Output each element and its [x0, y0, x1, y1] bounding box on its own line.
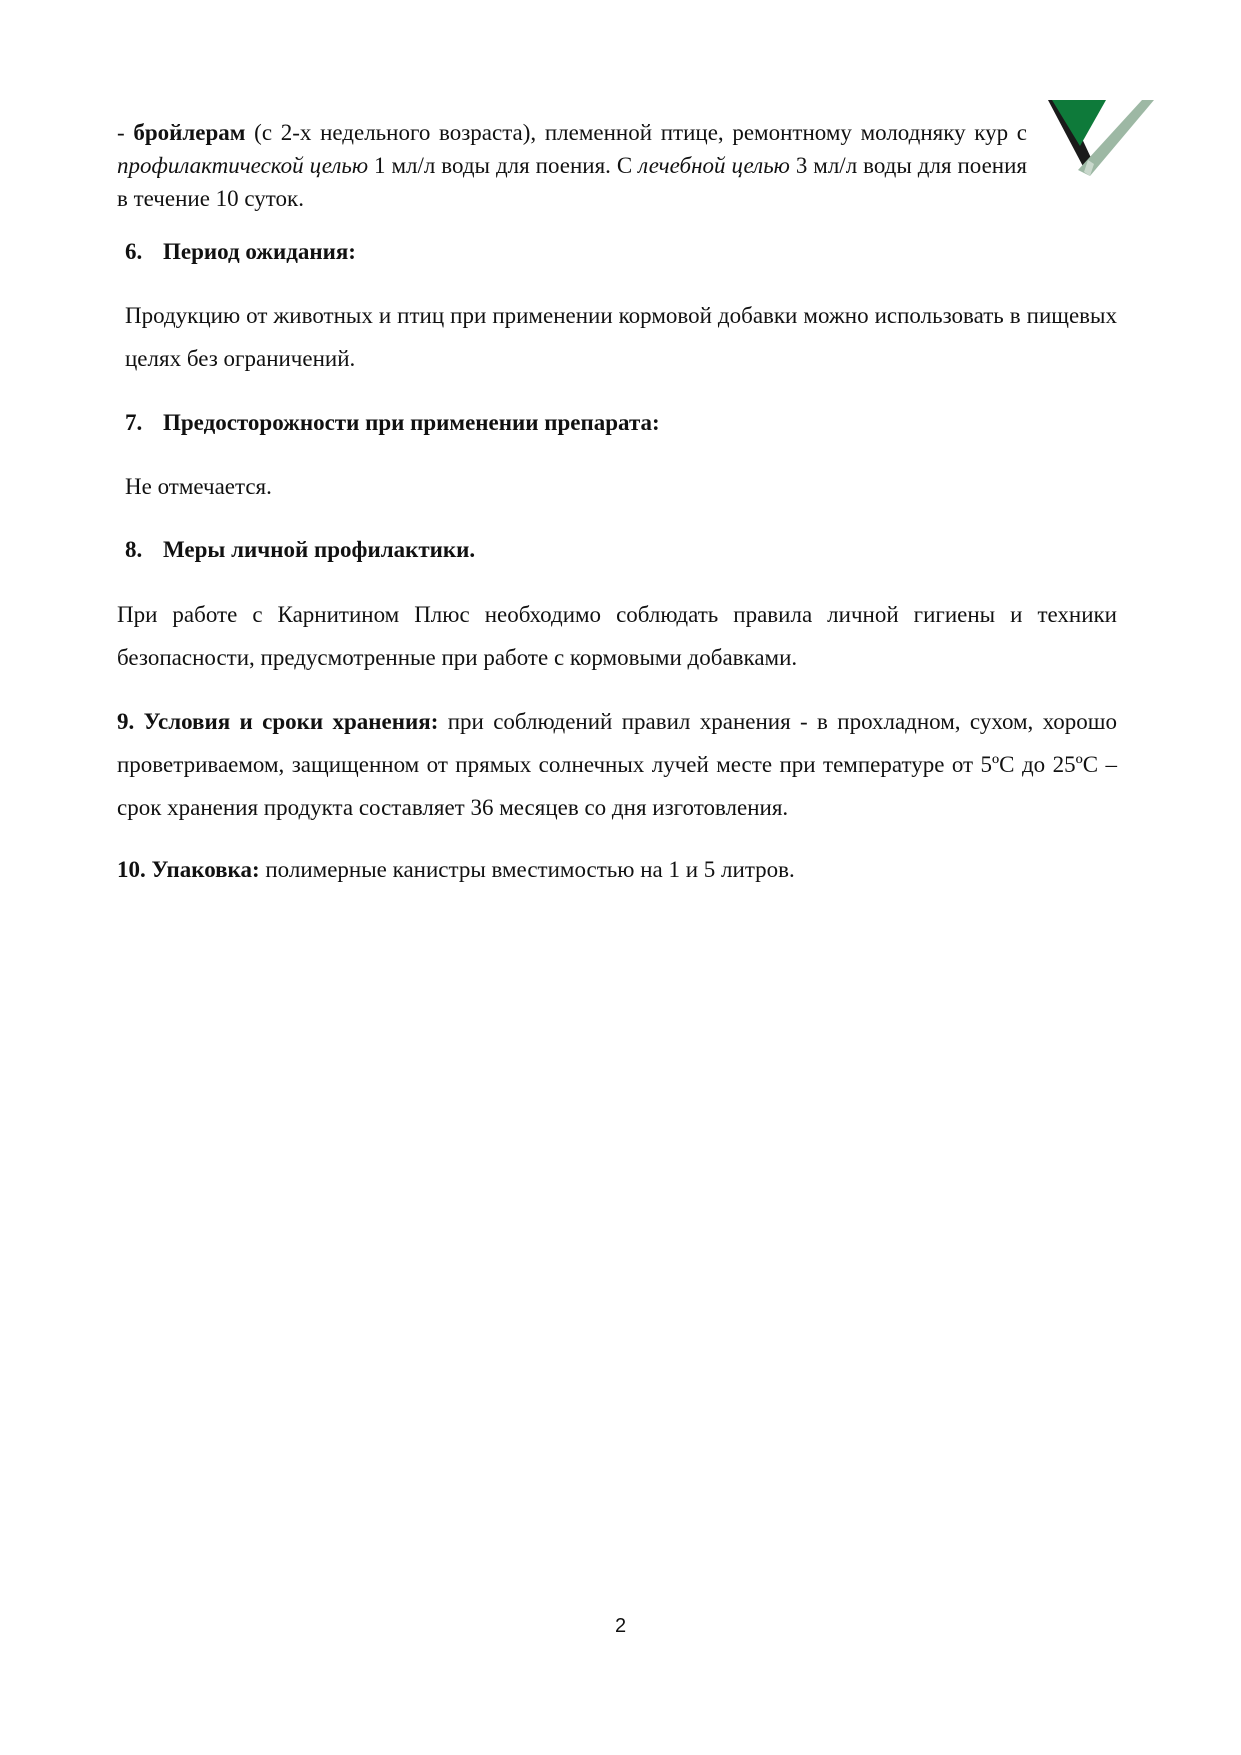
intro-part3: 3 мл/л воды для поения в течение 10 суток. — [117, 153, 1027, 211]
intro-bold-term: бройлерам — [133, 120, 246, 145]
intro-dash: - — [117, 120, 134, 145]
section10-title: 10. Упаковка: — [117, 857, 260, 882]
intro-paragraph — [117, 116, 1027, 215]
page-number: 2 — [614, 1615, 627, 1637]
section8-heading — [125, 535, 475, 565]
section10-paragraph — [117, 853, 1117, 886]
logo-green-triangle — [1052, 100, 1106, 146]
section7-text: Не отмечается. — [125, 474, 272, 499]
section7-heading — [125, 408, 660, 438]
intro-italic-therapeutic: лечебной целью — [638, 153, 790, 178]
section9-title: 9. Условия и сроки хранения: — [117, 709, 439, 734]
section8-number: 8. — [125, 537, 143, 562]
section6-number: 6. — [125, 239, 143, 264]
section9-paragraph — [117, 700, 1117, 829]
section8-text: При работе с Карнитином Плюс необходимо соблюдать правила личной гигиены и техники безопасности, предусмотренные при работе с кормовыми добавками. — [117, 602, 1117, 670]
intro-italic-prophylactic: профилактической целью — [117, 153, 369, 178]
company-logo — [1048, 100, 1154, 180]
section8-title: Меры личной профилактики. — [163, 537, 476, 562]
section7-title: Предосторожности при применении препарата: — [163, 410, 660, 435]
intro-part1: (с 2-х недельного возраста), племенной птице, ремонтному молодняку кур с — [245, 120, 1028, 145]
section6-title: Период ожидания: — [163, 239, 356, 264]
section10-text: полимерные канистры вместимостью на 1 и 5 литров. — [259, 857, 795, 882]
section9-text: при соблюдений правил хранения - в прохладном, сухом, хорошо проветриваемом, защищенном от прямых солнечных лучей месте при температуре от 5ºС до 25ºС – срок хранения продукта составляет 36 месяцев со дня изготовления. — [117, 709, 1118, 820]
section6-heading — [125, 237, 356, 267]
section7-number: 7. — [125, 410, 143, 435]
intro-part2: 1 мл/л воды для поения. С — [368, 153, 639, 178]
section6-text: Продукцию от животных и птиц при применении кормовой добавки можно использовать в пищевых целях без ограничений. — [125, 303, 1117, 371]
